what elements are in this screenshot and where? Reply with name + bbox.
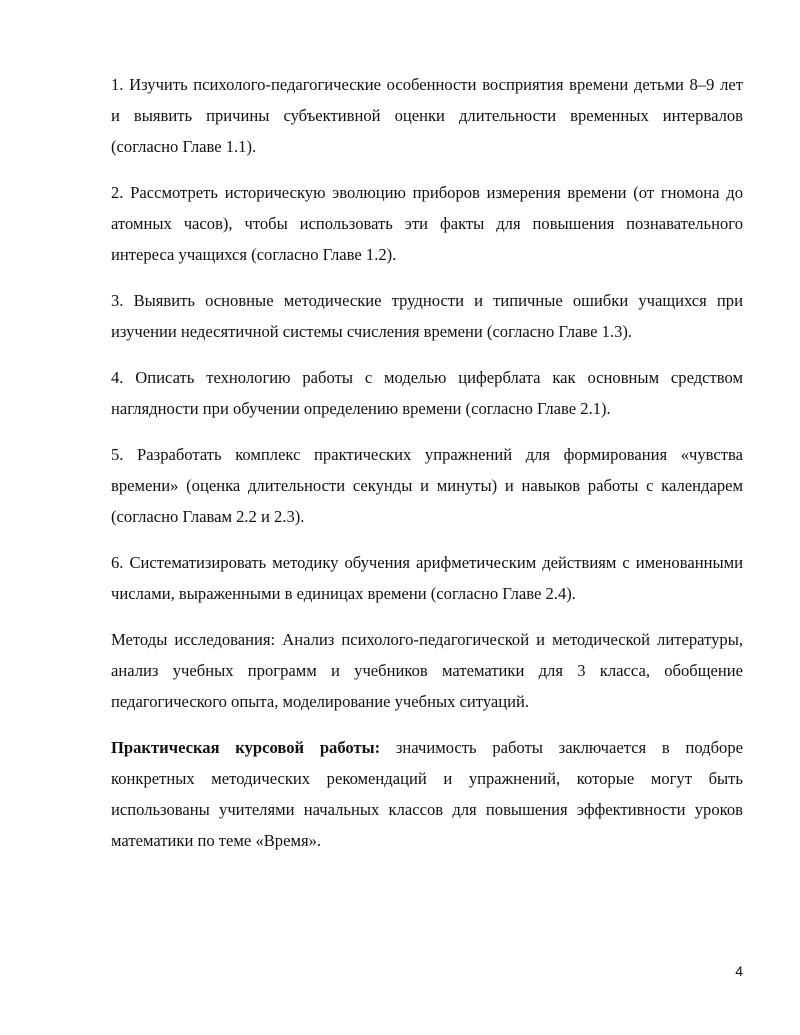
task-1-paragraph: 1. Изучить психолого-педагогические особенности восприятия времени детьми 8–9 лет и выявить причины субъективной оценки длительности временных интервалов (согласно Главе 1.1).: [111, 75, 743, 156]
task-5-paragraph: 5. Разработать комплекс практических упражнений для формирования «чувства времени» (оценка длительности секунды и минуты) и навыков работы с календарем (согласно Главам 2.2 и 2.3).: [111, 445, 743, 526]
task-4-paragraph: 4. Описать технологию работы с моделью циферблата как основным средством наглядности при обучении определению времени (согласно Главе 2.1).: [111, 368, 743, 418]
task-2-paragraph: 2. Рассмотреть историческую эволюцию приборов измерения времени (от гномона до атомных часов), чтобы использовать эти факты для повышения познавательного интереса учащихся (согласно Главе 1.2).: [111, 183, 743, 264]
task-6-paragraph: 6. Систематизировать методику обучения арифметическим действиям с именованными числами, выраженными в единицах времени (согласно Главе 2.4).: [111, 553, 743, 603]
practical-text: значимость работы заключается в подборе конкретных методических рекомендаций и упражнений, которые могут быть использованы учителями начальных классов для повышения эффективности уроков математики по теме «Время».: [111, 738, 744, 850]
task-3-paragraph: 3. Выявить основные методические трудности и типичные ошибки учащихся при изучении недесятичной системы счисления времени (согласно Главе 1.3).: [111, 291, 743, 341]
document-page: [111, 69, 743, 871]
practical-label: Практическая курсовой работы:: [111, 738, 381, 757]
methods-paragraph: Методы исследования: Анализ психолого-педагогической и методической литературы, анализ учебных программ и учебников математики для 3 класса, обобщение педагогического опыта, моделирование учебных ситуаций.: [111, 630, 743, 711]
practical-paragraph: [111, 732, 743, 856]
page-number: 4: [735, 963, 743, 979]
